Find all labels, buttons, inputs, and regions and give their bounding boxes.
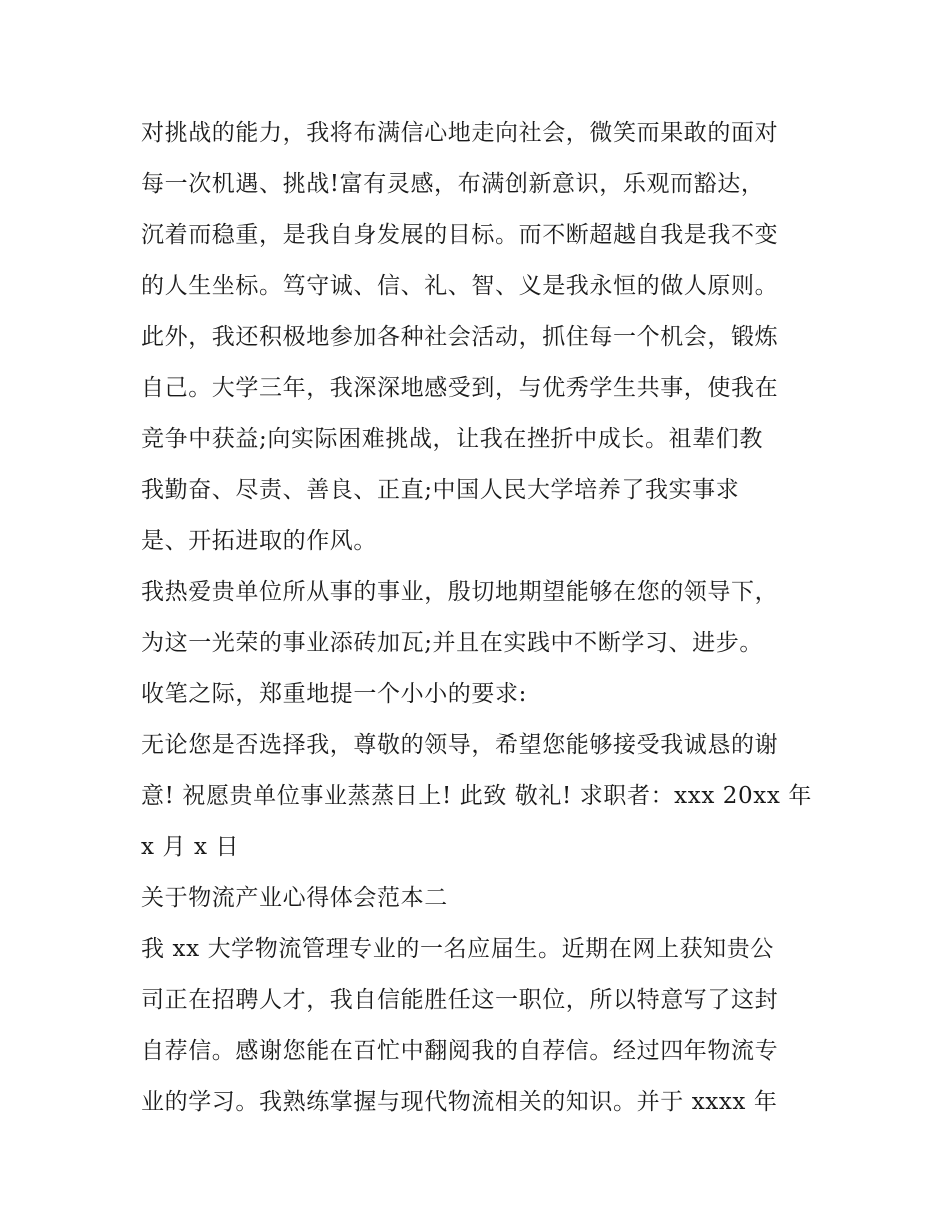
text-line: 沉着而稳重，是我自身发展的目标。而不断超越自我是我不变 (141, 222, 779, 248)
text-line: 此外，我还积极地参加各种社会活动，抓住每一个机会，锻炼 (141, 324, 779, 350)
text-line: 自荐信。感谢您能在百忙中翻阅我的自荐信。经过四年物流专 (141, 1038, 779, 1064)
text-line: x 月 x 日 (141, 834, 240, 860)
text-line: 收笔之际，郑重地提一个小小的要求: (141, 681, 527, 707)
text-line: 我 xx 大学物流管理专业的一名应届生。近期在网上获知贵公 (141, 936, 774, 962)
text-line: 业的学习。我熟练掌握与现代物流相关的知识。并于 xxxx 年 (141, 1089, 778, 1115)
text-line: 我勤奋、尽责、善良、正直;中国人民大学培养了我实事求 (141, 477, 740, 503)
text-line: 自己。大学三年，我深深地感受到，与优秀学生共事，使我在 (141, 375, 779, 401)
text-line: 每一次机遇、挑战!富有灵感，布满创新意识，乐观而豁达， (141, 171, 765, 197)
text-line: 的人生坐标。笃守诚、信、礼、智、义是我永恒的做人原则。 (141, 273, 779, 299)
text-line: 我热爱贵单位所从事的事业，殷切地期望能够在您的领导下， (141, 579, 779, 605)
text-line: 司正在招聘人才，我自信能胜任这一职位，所以特意写了这封 (141, 987, 779, 1013)
section-heading: 关于物流产业心得体会范本二 (141, 885, 448, 911)
text-line: 为这一光荣的事业添砖加瓦;并且在实践中不断学习、进步。 (141, 630, 763, 656)
text-line: 对挑战的能力，我将布满信心地走向社会，微笑而果敢的面对 (141, 120, 779, 146)
text-line: 是、开拓进取的作风。 (141, 528, 377, 554)
text-line: 无论您是否选择我，尊敬的领导，希望您能够接受我诚恳的谢 (141, 732, 779, 758)
document-body (141, 108, 821, 1128)
text-line: 竞争中获益;向实际困难挑战，让我在挫折中成长。祖辈们教 (141, 426, 763, 452)
text-line: 意! 祝愿贵单位事业蒸蒸日上! 此致 敬礼! 求职者：xxx 20xx 年 (141, 783, 812, 809)
